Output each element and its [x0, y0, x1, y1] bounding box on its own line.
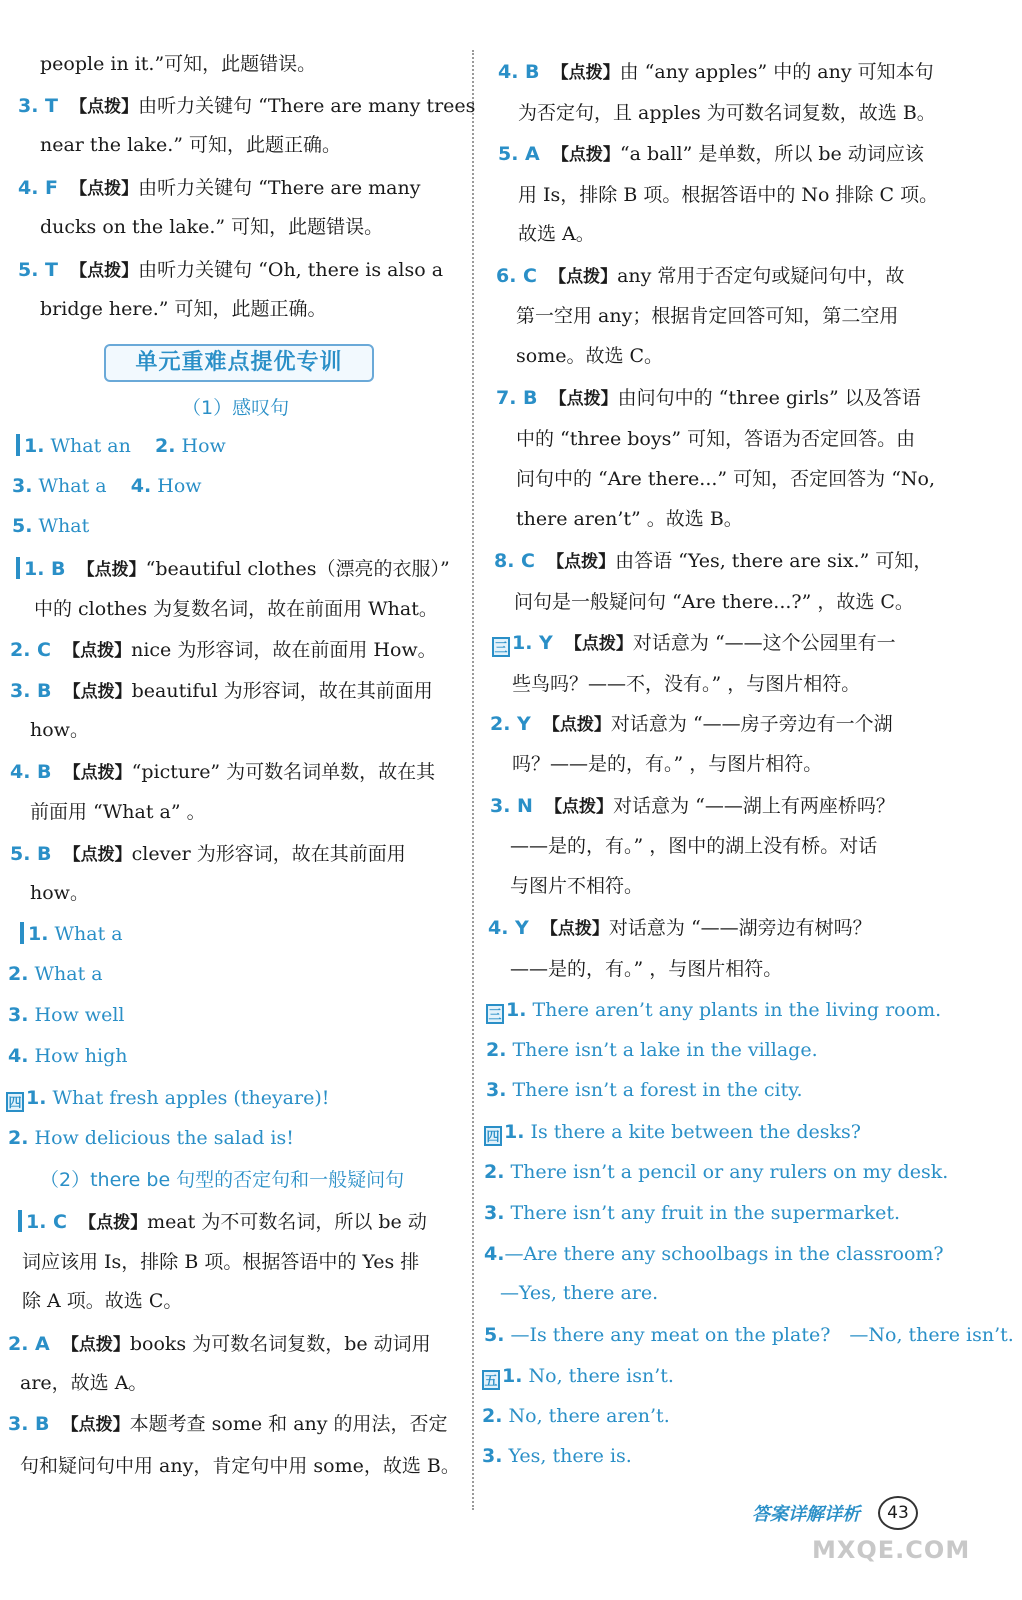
answer-item: 3. T 【点拨】由听力关键句 “There are many trees: [18, 95, 476, 117]
section-one-marker: [16, 434, 20, 456]
answer-cont: are，故选 A。: [20, 1372, 148, 1394]
column-divider: [472, 50, 474, 1510]
answer-item: 8. C 【点拨】由答语 “Yes, there are six.” 可知，: [494, 550, 933, 572]
answer-cont: near the lake.” 可知，此题正确。: [40, 134, 342, 156]
answer-item: 三 1. Y 【点拨】对话意为 “——这个公园里有一: [492, 629, 896, 658]
answer-row: 2. How delicious the salad is!: [8, 1127, 294, 1149]
answer-row: 四 1. What fresh apples (theyare)!: [6, 1084, 329, 1112]
section-title: 单元重难点提优专训: [104, 344, 374, 382]
answer-row: 5. What: [12, 515, 90, 537]
watermark: MXQE.COM: [812, 1536, 971, 1564]
answer-row: 1. What an 2. How: [16, 432, 226, 460]
answer-cont: how。: [30, 882, 89, 904]
subsection-title: （1）感叹句: [182, 397, 290, 419]
answer-item: 3. B 【点拨】beautiful 为形容词，故在其前面用: [10, 680, 433, 702]
answer-row: 3. There isn’t a forest in the city.: [486, 1079, 803, 1101]
answer-row: 4.—Are there any schoolbags in the classroom?: [484, 1243, 944, 1265]
answer-cont: ducks on the lake.” 可知，此题错误。: [40, 216, 384, 238]
answer-row: 三 1. There aren’t any plants in the living room.: [486, 996, 941, 1024]
section-two-marker: [16, 557, 20, 579]
answer-item: 4. Y 【点拨】对话意为 “——湖旁边有树吗？: [488, 917, 872, 939]
answer-row: 3. There isn’t any fruit in the supermarket.: [484, 1202, 901, 1224]
answer-cont: 前面用 “What a” 。: [30, 801, 206, 823]
answer-item: 7. B 【点拨】由问句中的 “three girls” 以及答语: [496, 387, 921, 409]
answer-cont: some。故选 C。: [516, 345, 664, 367]
answer-cont: bridge here.” 可知，此题正确。: [40, 298, 327, 320]
answer-row: 五 1. No, there isn’t.: [482, 1362, 674, 1390]
answer-row: 四 1. Is there a kite between the desks?: [484, 1118, 861, 1146]
answer-row: 2. There isn’t a pencil or any rulers on my desk.: [484, 1161, 949, 1183]
answer-item: 5. B 【点拨】clever 为形容词，故在其前面用: [10, 843, 406, 865]
answer-row: 1. What a: [20, 920, 123, 948]
answer-row: 2. What a: [8, 963, 103, 985]
section-five-marker: 五: [482, 1370, 500, 1390]
answer-cont: ——是的，有。” ，与图片相符。: [510, 958, 783, 980]
answer-item: 1. C 【点拨】meat 为不可数名词，所以 be 动: [18, 1208, 427, 1237]
answer-cont: 中的 “three boys” 可知，答语为否定回答。由: [516, 428, 916, 450]
answer-cont: 第一空用 any；根据肯定回答可知，第二空用: [516, 305, 899, 327]
page-number: 43: [878, 1496, 918, 1530]
answer-item: 4. B 【点拨】由 “any apples” 中的 any 可知本句: [498, 61, 934, 83]
answer-item: 4. F 【点拨】由听力关键句 “There are many: [18, 177, 421, 199]
answer-cont: 问句中的 “Are there...” 可知，否定回答为 “No,: [516, 468, 936, 490]
footer-label: 答案详解详析: [752, 1504, 860, 1525]
answer-cont: ——是的，有。” ，图中的湖上没有桥。对话: [510, 835, 878, 857]
answer-row: 3. How well: [8, 1004, 125, 1026]
answer-cont: 吗？——是的，有。” ，与图片相符。: [512, 753, 823, 775]
answer-item: 5. A 【点拨】“a ball” 是单数，所以 be 动词应该: [498, 143, 924, 165]
answer-cont: there aren’t” 。故选 B。: [516, 508, 743, 530]
answer-cont: 除 A 项。故选 C。: [22, 1290, 183, 1312]
answer-item: 5. T 【点拨】由听力关键句 “Oh, there is also a: [18, 259, 444, 281]
answer-item: 3. N 【点拨】对话意为 “——湖上有两座桥吗？: [490, 795, 895, 817]
answer-item: 4. B 【点拨】“picture” 为可数名词单数，故在其: [10, 761, 436, 783]
answer-cont: 为否定句，且 apples 为可数名词复数，故选 B。: [518, 102, 936, 124]
answer-row: 2. There isn’t a lake in the village.: [486, 1039, 818, 1061]
answer-item: 2. A 【点拨】books 为可数名词复数，be 动词用: [8, 1333, 431, 1355]
answer-cont: —Yes, there are.: [500, 1282, 659, 1304]
answer-cont: how。: [30, 719, 89, 741]
answer-cont: 问句是一般疑问句 “Are there...?” ，故选 C。: [514, 591, 914, 613]
answer-cont: 与图片不相符。: [510, 875, 644, 897]
answer-item: 2. Y 【点拨】对话意为 “——房子旁边有一个湖: [490, 713, 893, 735]
section-three-marker: 三: [486, 1004, 504, 1024]
answer-cont: 词应该用 Is，排除 B 项。根据答语中的 Yes 排: [22, 1251, 420, 1273]
answer-row: 3. Yes, there is.: [482, 1445, 632, 1467]
section-one-marker: [18, 1210, 22, 1232]
answer-row: 4. How high: [8, 1045, 128, 1067]
answer-cont: 些鸟吗？——不，没有。” ，与图片相符。: [512, 673, 861, 695]
section-three-marker: 三: [492, 637, 510, 657]
answer-row: 2. No, there aren’t.: [482, 1405, 670, 1427]
answer-item: 3. B 【点拨】本题考查 some 和 any 的用法，否定: [8, 1413, 448, 1435]
answer-item: 2. C 【点拨】nice 为形容词，故在前面用 How。: [10, 639, 437, 661]
subsection-title: （2）there be 句型的否定句和一般疑问句: [40, 1169, 405, 1191]
answer-row: 3. What a 4. How: [12, 475, 202, 497]
line: people in it.”可知，此题错误。: [40, 53, 317, 75]
answer-cont: 故选 A。: [518, 223, 595, 245]
section-four-marker: 四: [484, 1126, 502, 1146]
answer-item: 1. B 【点拨】“beautiful clothes（漂亮的衣服）”: [16, 555, 450, 584]
answer-row: 5. —Is there any meat on the plate? —No, there isn’t.: [484, 1324, 1014, 1346]
answer-cont: 中的 clothes 为复数名词，故在前面用 What。: [34, 598, 438, 620]
answer-item: 6. C 【点拨】any 常用于否定句或疑问句中，故: [496, 265, 905, 287]
section-three-marker: [20, 922, 24, 944]
answer-cont: 用 Is，排除 B 项。根据答语中的 No 排除 C 项。: [518, 184, 939, 206]
answer-cont: 句和疑问句中用 any，肯定句中用 some，故选 B。: [20, 1455, 460, 1477]
section-four-marker: 四: [6, 1092, 24, 1112]
